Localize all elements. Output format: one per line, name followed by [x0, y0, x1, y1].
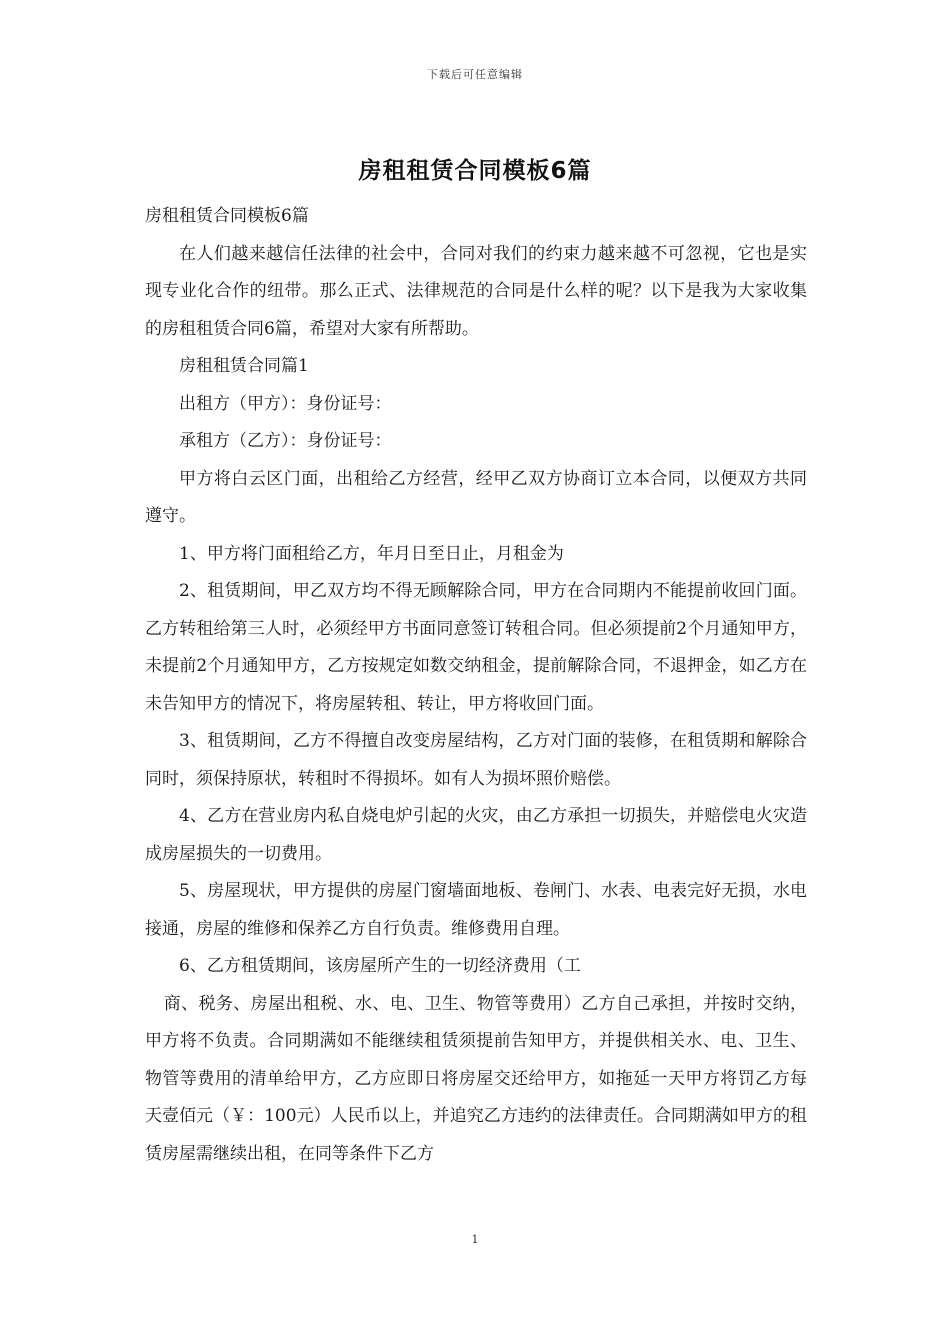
section-heading: 房租租赁合同篇1: [179, 356, 309, 376]
clause-2: 2、租赁期间，甲乙双方均不得无顾解除合同，甲方在合同期内不能提前收回门面。乙方转租给第三人时，必须经甲方书面同意签订转租合同。但必须提前2个月通知甲方，未提前2个月通知甲方，乙方按规定如数交纳租金，提前解除合同，不退押金，如乙方在未告知甲方的情况下，将房屋转租、转让，甲方将收回门面。: [145, 581, 807, 714]
document-title: 房租租赁合同模板6篇: [358, 158, 592, 184]
page-header: 下载后可任意编辑: [427, 68, 523, 81]
clause-3: 3、租赁期间，乙方不得擅自改变房屋结构，乙方对门面的装修，在租赁期和解除合同时，须保持原状，转租时不得损坏。如有人为损坏照价赔偿。: [145, 731, 807, 789]
clause-4: 4、乙方在营业房内私自烧电炉引起的火灾，由乙方承担一切损失，并赔偿电火灾造成房屋损失的一切费用。: [145, 806, 807, 864]
document-body: [145, 198, 807, 1173]
clause-6-continued: 商、税务、房屋出租税、水、电、卫生、物管等费用）乙方自己承担，并按时交纳，甲方将不负责。合同期满如不能继续租赁须提前告知甲方，并提供相关水、电、卫生、物管等费用的清单给甲方，乙方应即日将房屋交还给甲方，如拖延一天甲方将罚乙方每天壹佰元（￥：100元）人民币以上，并追究乙方违约的法律责任。合同期满如甲方的租赁房屋需继续出租，在同等条件下乙方: [145, 993, 807, 1164]
preamble-paragraph: 甲方将白云区门面，出租给乙方经营，经甲乙双方协商订立本合同，以便双方共同遵守。: [145, 468, 807, 526]
page-number: 1: [471, 1233, 479, 1246]
intro-paragraph: 在人们越来越信任法律的社会中，合同对我们的约束力越来越不可忽视，它也是实现专业化合作的纽带。那么正式、法律规范的合同是什么样的呢？以下是我为大家收集的房租租赁合同6篇，希望对大家有所帮助。: [145, 243, 807, 339]
clause-5: 5、房屋现状，甲方提供的房屋门窗墙面地板、卷闸门、水表、电表完好无损，水电接通，房屋的维修和保养乙方自行负责。维修费用自理。: [145, 881, 807, 939]
subtitle-paragraph: 房租租赁合同模板6篇: [145, 206, 309, 226]
lessee-line: 承租方（乙方）：身份证号：: [179, 431, 392, 451]
clause-1: 1、甲方将门面租给乙方，年月日至日止，月租金为: [179, 543, 564, 564]
lessor-line: 出租方（甲方）：身份证号：: [179, 393, 392, 414]
clause-6: 6、乙方租赁期间，该房屋所产生的一切经济费用（工: [179, 956, 581, 976]
